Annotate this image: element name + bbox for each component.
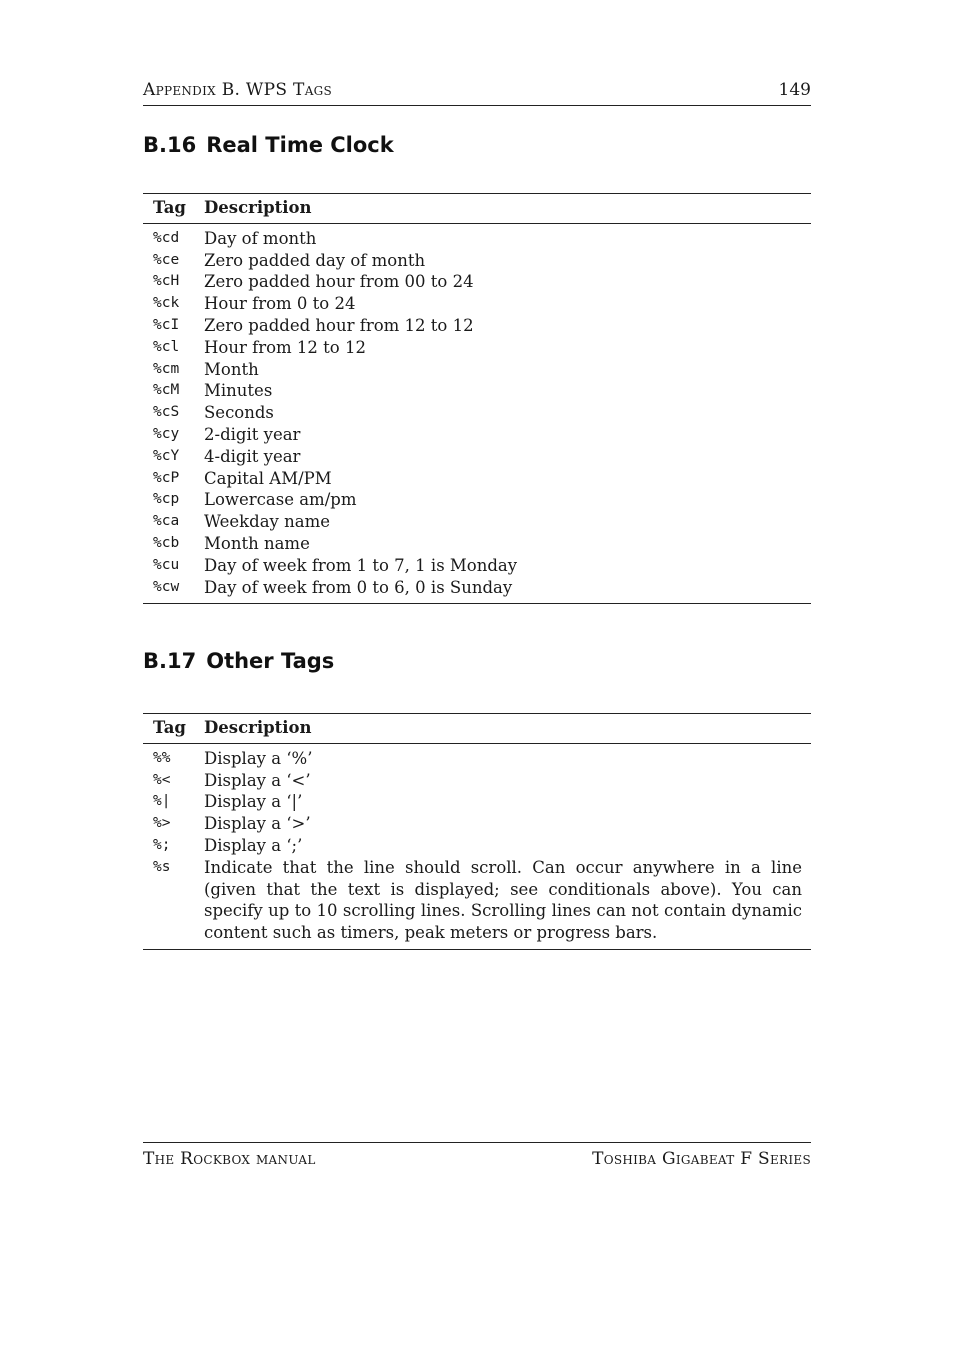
description-cell: 4-digit year — [204, 446, 301, 466]
description-cell: 2-digit year — [204, 424, 301, 444]
description-cell: Hour from 12 to 12 — [204, 337, 366, 357]
page-header — [143, 80, 811, 106]
section-number: B.17 — [143, 649, 197, 673]
description-cell: Minutes — [204, 381, 273, 401]
section-title-other-tags — [143, 649, 334, 673]
description-cell: Capital AM/PM — [204, 468, 332, 488]
description-cell: Display a ‘|’ — [204, 792, 303, 812]
section-title-real-time-clock — [143, 133, 394, 157]
table-row — [143, 315, 811, 337]
table-body — [143, 743, 811, 949]
tag-cell: %cb — [153, 534, 180, 551]
description-cell: Month name — [204, 533, 310, 553]
header-chapter: Appendix B. WPS Tags — [143, 80, 333, 100]
tag-cell: %s — [153, 858, 171, 875]
table-row — [143, 743, 811, 769]
tag-cell: %% — [153, 749, 171, 766]
table-row — [143, 250, 811, 272]
column-header-description: Description — [204, 718, 312, 737]
table-row — [143, 835, 811, 857]
table-row — [143, 271, 811, 293]
tag-cell: %ca — [153, 513, 180, 530]
description-cell: Zero padded hour from 00 to 24 — [204, 272, 474, 292]
table-row — [143, 555, 811, 577]
table-row — [143, 468, 811, 490]
description-cell: Day of week from 0 to 6, 0 is Sunday — [204, 577, 513, 597]
description-cell: Display a ‘>’ — [204, 814, 311, 834]
description-cell: Hour from 0 to 24 — [204, 294, 356, 314]
description-cell: Zero padded hour from 12 to 12 — [204, 315, 474, 335]
tag-cell: %cd — [153, 229, 180, 246]
description-cell: Display a ‘<’ — [204, 770, 311, 790]
table-row — [143, 337, 811, 359]
description-cell: Display a ‘;’ — [204, 835, 303, 855]
table-row — [143, 293, 811, 315]
table-row — [143, 402, 811, 424]
table-row — [143, 511, 811, 533]
column-header-tag: Tag — [153, 718, 186, 737]
table-row — [143, 489, 811, 511]
tag-cell: %cH — [153, 273, 180, 290]
tag-cell: %| — [153, 793, 171, 810]
description-cell: Indicate that the line should scroll. Can occur anywhere in a line (given that the text is displayed; see conditionals above). You can specify up to 10 scrolling lines. Scrolling lines can not contain dynamic content such as timers, peak meters or progress bars. — [204, 857, 802, 943]
tag-cell: %cy — [153, 425, 180, 442]
page-number: 149 — [778, 80, 811, 100]
tag-cell: %cP — [153, 469, 180, 486]
tag-cell: %ck — [153, 295, 180, 312]
tag-cell: %; — [153, 836, 171, 853]
table-row — [143, 577, 811, 604]
table-row — [143, 446, 811, 468]
page-footer — [143, 1142, 811, 1169]
table-header-row — [143, 714, 811, 744]
tag-cell: %cM — [153, 382, 180, 399]
description-cell: Weekday name — [204, 512, 330, 532]
tag-cell: %cm — [153, 360, 180, 377]
tag-cell: %< — [153, 771, 171, 788]
column-header-tag: Tag — [153, 198, 186, 217]
table-other-tags — [143, 713, 811, 950]
table-row — [143, 359, 811, 381]
description-cell: Day of week from 1 to 7, 1 is Monday — [204, 555, 518, 575]
table-row — [143, 424, 811, 446]
footer-device: Toshiba Gigabeat F Series — [592, 1149, 811, 1169]
section-title-text: Other Tags — [206, 649, 335, 673]
description-cell: Display a ‘%’ — [204, 748, 313, 768]
tag-cell: %cp — [153, 491, 180, 508]
tag-cell: %cu — [153, 556, 180, 573]
table-row — [143, 380, 811, 402]
column-header-description: Description — [204, 198, 312, 217]
table-body — [143, 223, 811, 604]
section-title-text: Real Time Clock — [206, 133, 394, 157]
description-cell: Zero padded day of month — [204, 250, 426, 270]
section-number: B.16 — [143, 133, 197, 157]
table-row — [143, 813, 811, 835]
table-row — [143, 223, 811, 249]
tag-cell: %cI — [153, 316, 180, 333]
table-row — [143, 857, 811, 950]
description-cell: Seconds — [204, 403, 274, 423]
description-cell: Day of month — [204, 228, 317, 248]
footer-title: The Rockbox manual — [143, 1149, 316, 1169]
description-cell: Lowercase am/pm — [204, 490, 357, 510]
description-cell: Month — [204, 359, 259, 379]
tag-cell: %cw — [153, 578, 180, 595]
table-row — [143, 791, 811, 813]
tag-cell: %cY — [153, 447, 180, 464]
tag-cell: %cl — [153, 338, 180, 355]
tag-cell: %ce — [153, 251, 180, 268]
table-header-row — [143, 194, 811, 224]
table-row — [143, 770, 811, 792]
tag-cell: %cS — [153, 404, 180, 421]
tag-cell: %> — [153, 815, 171, 832]
table-real-time-clock — [143, 193, 811, 604]
table-row — [143, 533, 811, 555]
